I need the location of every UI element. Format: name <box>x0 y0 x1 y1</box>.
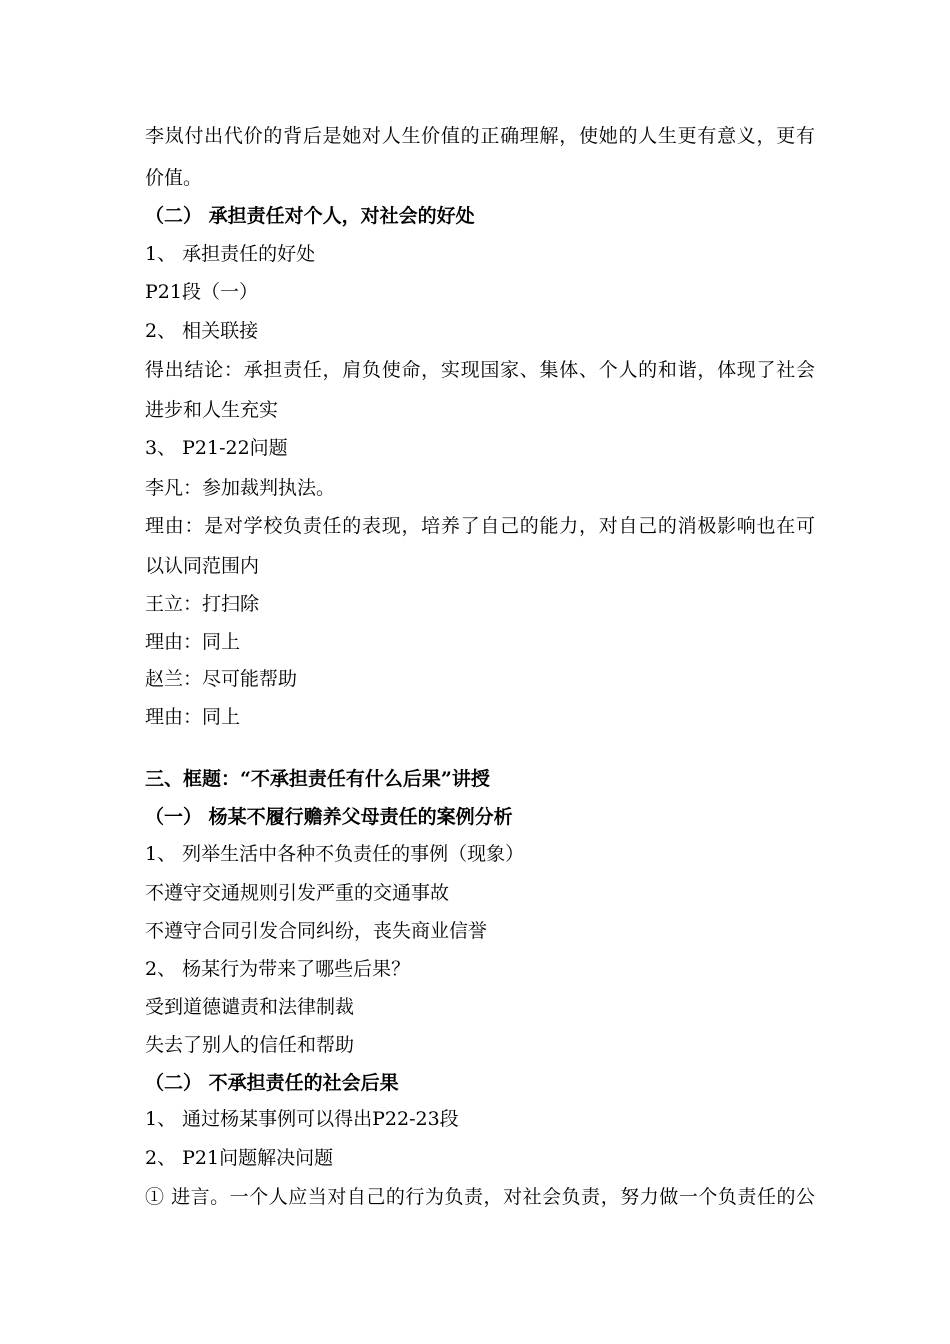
list-item: 1、 承担责任的好处 <box>145 243 316 265</box>
paragraph-line: 李凡：参加裁判执法。 <box>145 477 336 499</box>
paragraph-line: 价值。 <box>145 167 203 189</box>
section-heading: （二） 不承担责任的社会后果 <box>145 1072 399 1094</box>
paragraph-line: 不遵守合同引发合同纠纷，丧失商业信誉 <box>145 920 488 942</box>
paragraph-line: ① 进言。一个人应当对自己的行为负责，对社会负责，努力做一个负责任的公 <box>145 1186 815 1208</box>
paragraph-line: 理由：是对学校负责任的表现，培养了自己的能力，对自己的消极影响也在可 <box>145 515 815 537</box>
list-item: 1、 通过杨某事例可以得出P22-23段 <box>145 1108 459 1130</box>
paragraph-line: P21段（一） <box>145 281 258 303</box>
list-item: 2、 杨某行为带来了哪些后果？ <box>145 958 411 980</box>
list-item: 3、 P21-22问题 <box>145 437 288 459</box>
paragraph-line: 不遵守交通规则引发严重的交通事故 <box>145 882 450 904</box>
paragraph-line: 失去了别人的信任和帮助 <box>145 1034 355 1056</box>
paragraph-line: 理由：同上 <box>145 631 241 653</box>
paragraph-line: 得出结论：承担责任，肩负使命，实现国家、集体、个人的和谐，体现了社会 <box>145 359 815 381</box>
section-heading: （二） 承担责任对个人，对社会的好处 <box>145 205 475 227</box>
list-item: 2、 相关联接 <box>145 320 259 342</box>
paragraph-line: 赵兰：尽可能帮助 <box>145 668 298 690</box>
section-heading: （一） 杨某不履行赡养父母责任的案例分析 <box>145 806 513 828</box>
paragraph-line: 受到道德谴责和法律制裁 <box>145 996 355 1018</box>
paragraph-line: 王立：打扫除 <box>145 593 260 615</box>
paragraph-line: 进步和人生充实 <box>145 399 279 421</box>
chapter-heading: 三、框题：“不承担责任有什么后果”讲授 <box>145 768 490 790</box>
paragraph-line: 理由：同上 <box>145 706 241 728</box>
list-item: 2、 P21问题解决问题 <box>145 1147 334 1169</box>
paragraph-line: 以认同范围内 <box>145 555 260 577</box>
paragraph-line: 李岚付出代价的背后是她对人生价值的正确理解，使她的人生更有意义，更有 <box>145 125 815 147</box>
list-item: 1、 列举生活中各种不负责任的事例（现象） <box>145 843 525 865</box>
